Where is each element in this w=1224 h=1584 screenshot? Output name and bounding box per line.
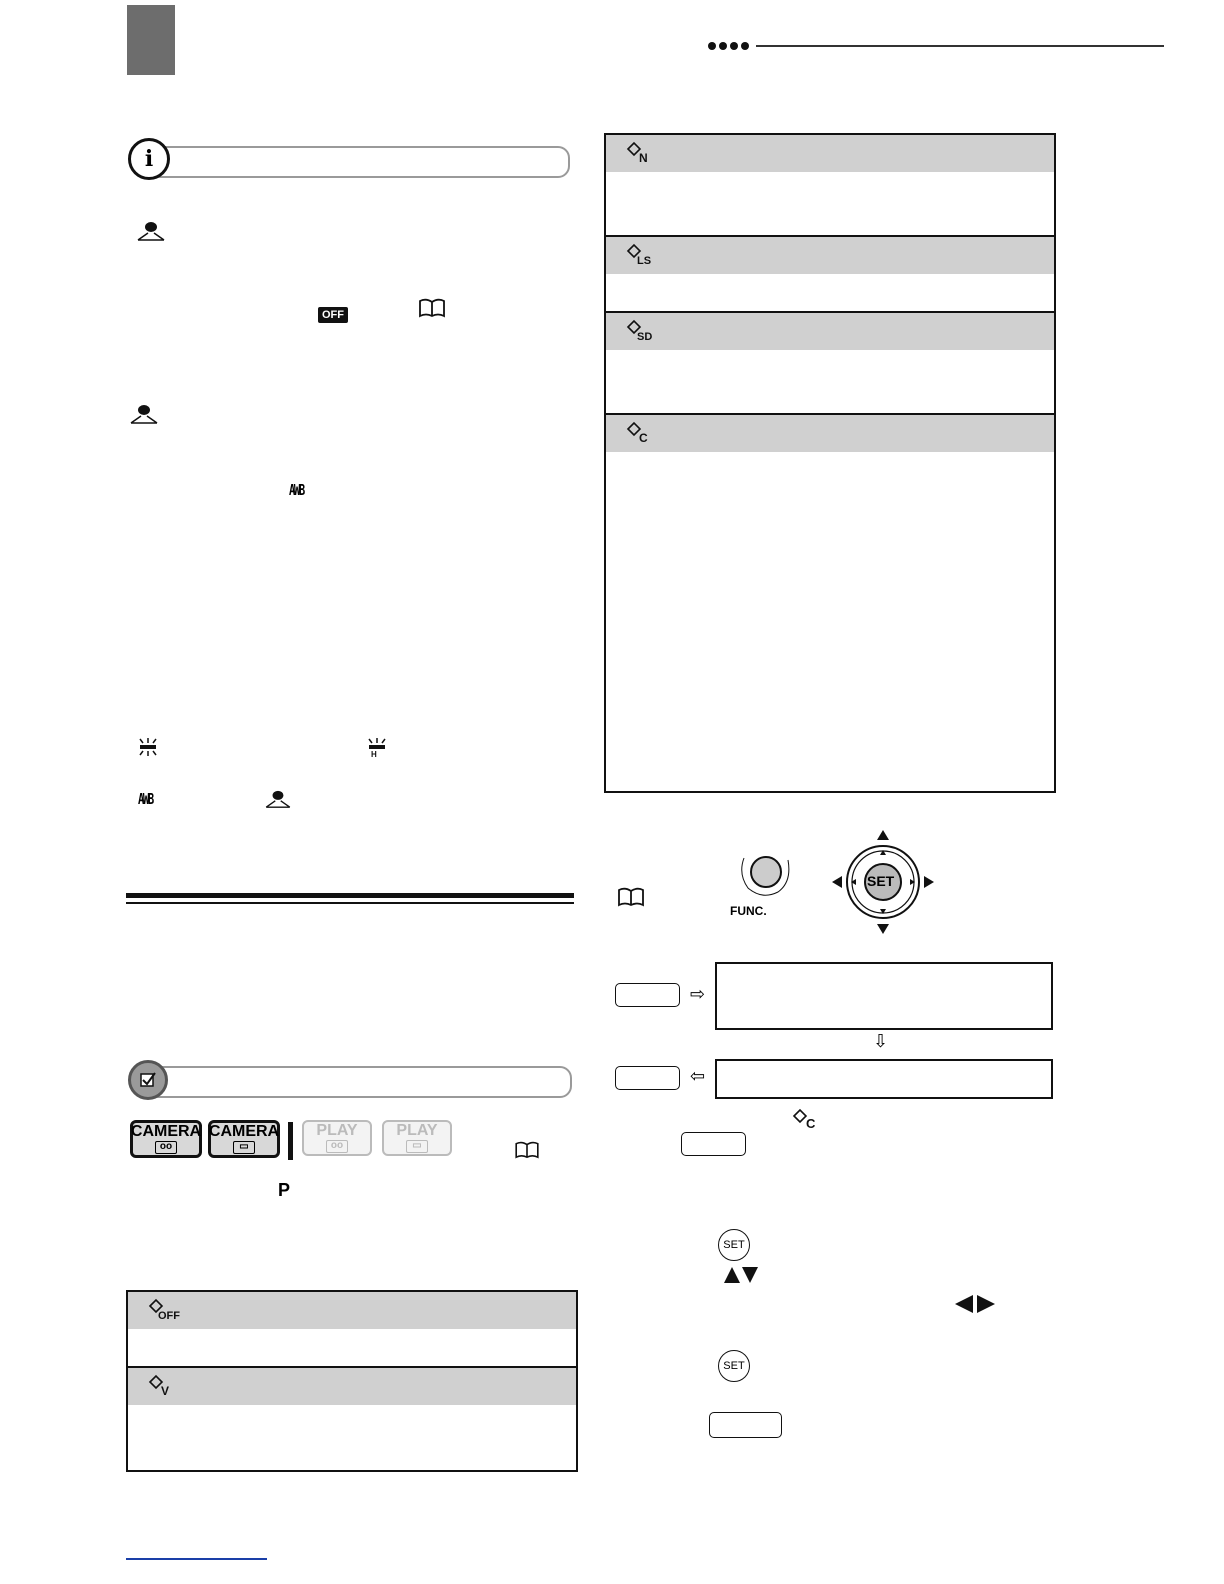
mode-camera-tape-button[interactable] [130, 1120, 202, 1158]
options-bar [146, 1066, 572, 1098]
image-effect-neutral-icon [624, 141, 658, 167]
card-icon: ▭ [406, 1140, 428, 1153]
key-button[interactable] [681, 1132, 746, 1156]
program-ae-icon: P [278, 1180, 291, 1200]
dot [719, 42, 727, 50]
svg-text:OFF: OFF [158, 1309, 180, 1320]
mode-label: PLAY [396, 1122, 438, 1139]
awb-icon: AWB [138, 790, 153, 808]
checkmark-icon [128, 1060, 168, 1100]
set-label: SET [867, 873, 895, 889]
left-right-triangles-icon [953, 1294, 997, 1318]
image-effect-ls-desc [606, 274, 1054, 311]
image-effect-vivid-row [128, 1368, 576, 1405]
dot [730, 42, 738, 50]
tape-icon: oo [155, 1141, 177, 1154]
image-effect-sd-desc [606, 350, 1054, 413]
image-effect-custom-icon [624, 421, 658, 447]
func-button[interactable] [736, 848, 796, 904]
card-icon: ▭ [233, 1141, 255, 1154]
dot [741, 42, 749, 50]
notes-bar [146, 146, 570, 178]
chapter-tab [127, 5, 175, 75]
fluorescent-icon [137, 737, 159, 761]
image-effect-neutral-row [606, 135, 1054, 172]
svg-text:N: N [639, 150, 648, 163]
menu-box-2 [715, 1059, 1053, 1099]
header-rule [756, 45, 1164, 47]
svg-text:V: V [161, 1383, 170, 1396]
custom-white-balance-icon [136, 220, 166, 246]
custom-white-balance-icon [129, 403, 159, 429]
set-button-label: SET [723, 1239, 745, 1251]
footer-link-line [126, 1558, 267, 1560]
fluorescent-h-icon [366, 737, 388, 761]
up-down-triangles-icon [723, 1265, 759, 1289]
image-effect-off-row [128, 1292, 576, 1329]
section-rule-thin [126, 902, 574, 904]
image-effect-off-icon [146, 1298, 180, 1324]
image-effect-vivid-icon [146, 1374, 180, 1400]
func-label: FUNC. [730, 904, 767, 918]
image-effect-sd-row [606, 313, 1054, 350]
header-dots [708, 40, 1167, 52]
info-icon [128, 138, 170, 180]
section-rule-thick [126, 893, 574, 898]
key-button[interactable] [615, 983, 680, 1007]
svg-text:SD: SD [637, 330, 653, 341]
key-button[interactable] [709, 1412, 782, 1438]
book-icon [418, 298, 446, 322]
right-arrow-icon: ⇨ [690, 984, 706, 1005]
info-glyph: i [144, 146, 154, 172]
image-effect-table-right [604, 133, 1056, 793]
mode-camera-card-button[interactable] [208, 1120, 280, 1158]
awb-icon: AWB [289, 481, 304, 499]
svg-text:C: C [806, 1116, 816, 1130]
set-button[interactable] [718, 1350, 750, 1382]
set-button[interactable] [718, 1229, 750, 1261]
mode-label: CAMERA [208, 1123, 280, 1140]
image-effect-table-left [126, 1290, 578, 1472]
mode-label: CAMERA [130, 1123, 202, 1140]
image-effect-custom-row [606, 415, 1054, 452]
svg-text:LS: LS [637, 254, 652, 265]
mode-play-tape-button[interactable] [302, 1120, 372, 1156]
image-effect-neutral-desc [606, 172, 1054, 235]
image-effect-custom-icon [790, 1108, 824, 1134]
image-effect-soft-skin-icon [624, 319, 658, 345]
dot [708, 42, 716, 50]
mode-divider [288, 1122, 293, 1160]
mode-label: PLAY [316, 1122, 358, 1139]
image-effect-low-sharpening-icon [624, 243, 658, 269]
tape-icon: oo [326, 1140, 348, 1153]
image-effect-ls-row [606, 237, 1054, 274]
book-icon [514, 1141, 540, 1163]
set-button-label: SET [723, 1360, 745, 1372]
svg-text:H: H [371, 750, 377, 757]
down-arrow-icon: ⇩ [873, 1031, 889, 1052]
mode-play-card-button[interactable] [382, 1120, 452, 1156]
off-badge: OFF [318, 303, 348, 322]
image-effect-off-desc [128, 1329, 576, 1366]
book-icon [616, 887, 646, 911]
svg-text:C: C [639, 430, 648, 443]
left-arrow-icon: ⇦ [690, 1066, 706, 1087]
key-button[interactable] [615, 1066, 680, 1090]
custom-white-balance-icon [264, 789, 292, 813]
menu-box-1 [715, 962, 1053, 1030]
